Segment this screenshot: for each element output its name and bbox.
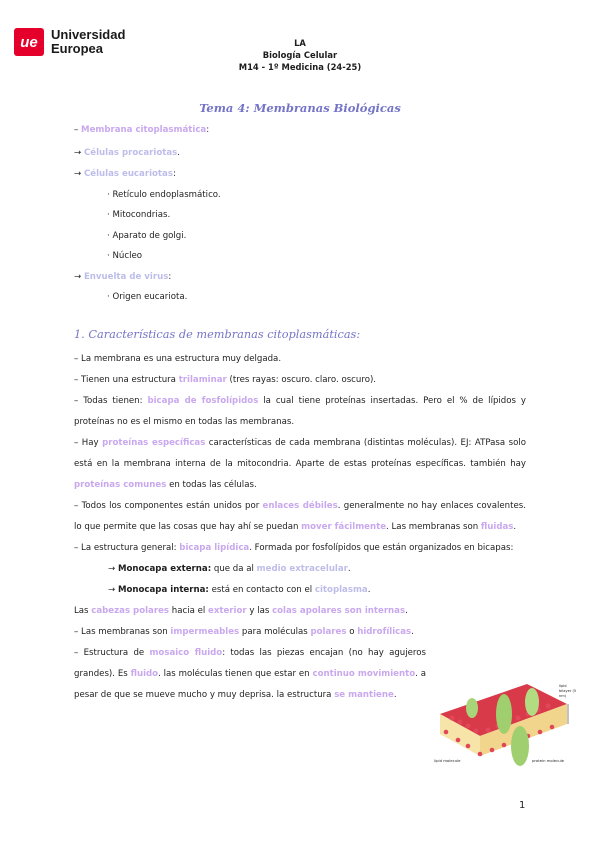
intro-item: → Células procariotas. [74,148,181,158]
intro-subitem: · Núcleo [107,251,142,261]
label-lipid-bilayer: lipid bilayer (5 nm) [559,684,577,698]
membrane-illustration [432,674,577,774]
section-body [74,349,526,706]
paragraph: – Tienen una estructura trilaminar (tres rayas: oscuro. claro. oscuro). [74,375,377,385]
label-protein-molecule: protein molecule [532,758,565,763]
paragraph: – Todas tienen: bicapa de fosfolípidos la cual tiene proteínas insertadas. Pero el % de lípidos y proteínas no es el mismo en todas las membranas. [74,396,526,427]
document-header [0,37,600,73]
intro-subitem: · Mitocondrias. [107,210,171,220]
header-subject: Biología Celular [262,50,338,60]
label-lipid-molecule: lipid molecule [434,758,461,763]
paragraph: – La estructura general: bicapa lipídica. Formada por fosfolípidos que están organizados en bicapas: [74,543,514,553]
intro-item: – Membrana citoplasmática: [74,125,210,135]
intro-subitem: · Retículo endoplasmático. [107,190,221,200]
header-author: LA [294,38,306,48]
paragraph: – Todos los componentes están unidos por enlaces débiles. generalmente no hay enlaces covalentes. lo que permite que las cosas que hay ahí se puedan mover fácilmente. Las membranas son fluidas. [74,501,526,532]
bullet-inner-monolayer: → Monocapa interna: está en contacto con el citoplasma. [108,585,371,595]
paragraph: Las cabezas polares hacia el exterior y las colas apolares son internas. [74,606,408,616]
logo-badge: ue [14,28,44,56]
paragraph: – Las membranas son impermeables para moléculas polares o hidrofílicas. [74,627,414,637]
header-course: M14 - 1º Medicina (24-25) [238,62,362,72]
section-heading: 1. Características de membranas citoplasmáticas: [74,328,361,341]
paragraph: – Hay proteínas específicas características de cada membrana (distintas moléculas). EJ: ATPasa solo está en la membrana interna de la mitocondria. Aparte de estas proteínas específicas. también hay proteínas comunes en todas las células. [74,438,526,490]
logo-line-2: Europea [51,41,104,56]
intro-subitem: · Aparato de golgi. [107,231,187,241]
page-title: Tema 4: Membranas Biológicas [199,101,401,115]
intro-item: → Células eucariotas: [74,169,176,179]
page-number: 1 [519,800,526,811]
bullet-outer-monolayer: → Monocapa externa: que da al medio extracelular. [108,564,351,574]
paragraph: – Estructura de mosaico fluido: todas las piezas encajan (no hay agujeros grandes). Es fluido. las moléculas tienen que estar en continuo movimiento. a pesar de que se mueve mucho y muy deprisa. la estructura se mantiene. [74,648,426,700]
intro-subitem: · Origen eucariota. [107,292,188,302]
intro-item: → Envuelta de virus: [74,272,172,282]
paragraph: – La membrana es una estructura muy delgada. [74,354,282,364]
logo-line-1: Universidad [51,27,126,42]
